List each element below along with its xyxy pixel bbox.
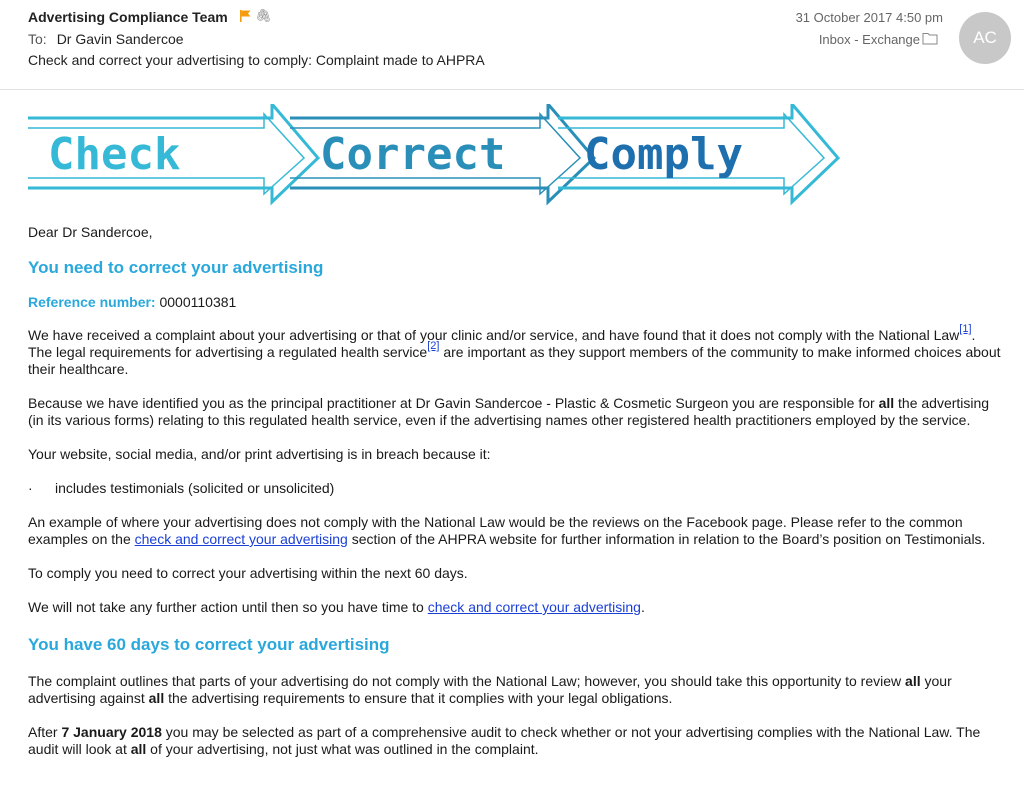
paragraph-complaint-text-3: are important as they support members of the community to make informed choices about their healthcare. bbox=[28, 344, 1001, 377]
recipient-row bbox=[28, 31, 184, 47]
recipient-name[interactable]: Dr Gavin Sandercoe bbox=[56, 31, 184, 47]
heading-60-days: You have 60 days to correct your advertising bbox=[28, 635, 390, 654]
banner-word-comply: Comply bbox=[584, 129, 743, 180]
attachment-icon: 🖇 bbox=[255, 8, 272, 23]
paragraph-review-bold-2: all bbox=[148, 690, 165, 706]
paragraph-60-days: To comply you need to correct your advertising within the next 60 days. bbox=[28, 565, 468, 581]
paragraph-audit bbox=[28, 724, 1003, 758]
paragraph-audit-date: 7 January 2018 bbox=[61, 724, 162, 740]
bullet-dot: · bbox=[28, 480, 33, 496]
paragraph-breach: Your website, social media, and/or print advertising is in breach because it: bbox=[28, 446, 491, 462]
footnote-link-1[interactable]: [1] bbox=[959, 323, 972, 335]
paragraph-review-text-2: your advertising against bbox=[28, 673, 952, 706]
paragraph-example bbox=[28, 514, 1003, 548]
check-correct-link-2[interactable]: check and correct your advertising bbox=[427, 599, 641, 615]
reference-line bbox=[28, 294, 1003, 311]
paragraph-principal-practitioner bbox=[28, 395, 1003, 429]
reference-label: Reference number: bbox=[28, 294, 156, 310]
paragraph-audit-text-2: you may be selected as part of a comprehensive audit to check whether or not your advertising complies with the National Law. The audit will look at bbox=[28, 724, 981, 757]
received-date: 31 October 2017 4:50 pm bbox=[795, 10, 943, 25]
check-correct-link-1[interactable]: check and correct your advertising bbox=[134, 531, 348, 547]
greeting: Dear Dr Sandercoe, bbox=[28, 224, 153, 240]
paragraph-review-bold-1: all bbox=[905, 673, 921, 689]
paragraph-complaint-text-2: . The legal requirements for advertising a regulated health service bbox=[28, 327, 976, 360]
message-header bbox=[0, 0, 1024, 90]
paragraph-no-action-text-1: We will not take any further action until then so you have time to bbox=[28, 599, 428, 615]
paragraph-no-action-text-2: . bbox=[640, 599, 645, 615]
paragraph-no-action bbox=[28, 599, 1003, 616]
paragraph-principal-text-1: Because we have identified you as the principal practitioner at Dr Gavin Sandercoe - Plastic & Cosmetic Surgeon you are responsible for bbox=[28, 395, 879, 411]
paragraph-principal-bold: all bbox=[878, 395, 895, 411]
heading-correct-advertising: You need to correct your advertising bbox=[28, 258, 324, 277]
flag-icon[interactable] bbox=[239, 10, 251, 22]
sender-name[interactable]: Advertising Compliance Team bbox=[28, 9, 228, 25]
paragraph-review-text-3: the advertising requirements to ensure that it complies with your legal obligations. bbox=[164, 690, 673, 706]
paragraph-example-text-2: section of the AHPRA website for further information in relation to the Board’s position on Testimonials. bbox=[347, 531, 986, 547]
to-label: To: bbox=[28, 31, 47, 47]
paragraph-audit-text-1: After bbox=[28, 724, 62, 740]
banner-word-check: Check bbox=[48, 129, 181, 180]
avatar: AC bbox=[959, 12, 1011, 64]
paragraph-audit-bold: all bbox=[130, 741, 147, 757]
mailbox-name: Inbox - Exchange bbox=[818, 32, 920, 47]
folder-icon[interactable] bbox=[922, 31, 938, 45]
paragraph-complaint-text-1: We have received a complaint about your advertising or that of your clinic and/or service, and have found that it does not comply with the National Law bbox=[28, 327, 960, 343]
paragraph-complaint bbox=[28, 323, 1003, 378]
email-body bbox=[28, 224, 1003, 758]
paragraph-review-text-1: The complaint outlines that parts of your advertising do not comply with the National Law; however, you should take this opportunity to review bbox=[28, 673, 906, 689]
header-divider bbox=[0, 89, 1024, 90]
reference-number: 0000110381 bbox=[159, 294, 237, 310]
paragraph-principal-text-2: the advertising (in its various forms) relating to this regulated health service, even if the advertising names other registered health practitioners employed by the service. bbox=[28, 395, 990, 428]
paragraph-example-text-1: An example of where your advertising does not comply with the National Law would be the reviews on the Facebook page. Please refer to the common examples on the bbox=[28, 514, 963, 547]
paragraph-review-all bbox=[28, 673, 1003, 707]
paragraph-audit-text-3: of your advertising, not just what was outlined in the complaint. bbox=[146, 741, 539, 757]
check-correct-comply-banner bbox=[28, 104, 844, 212]
list-item bbox=[28, 480, 1003, 497]
subject-line: Check and correct your advertising to comply: Complaint made to AHPRA bbox=[28, 52, 485, 68]
bullet-text-testimonials: includes testimonials (solicited or unsolicited) bbox=[55, 480, 335, 496]
footnote-link-2[interactable]: [2] bbox=[427, 340, 440, 352]
banner-word-correct: Correct bbox=[320, 129, 506, 180]
